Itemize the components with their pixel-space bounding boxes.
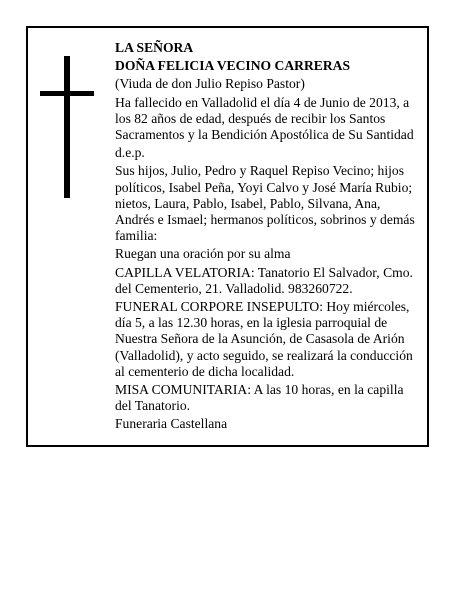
prayer-request: Ruegan una oración por su alma — [115, 246, 291, 262]
notice-heading: LA SEÑORA — [115, 40, 194, 55]
death-statement: Ha fallecido en Valladolid el día 4 de Junio de 2013, a los 82 años de edad, después de recibir los Santos Sacramentos y la Bendición Apostólica de Su Santidad — [115, 94, 414, 143]
chapel-info: CAPILLA VELATORIA: Tanatorio El Salvador, Cmo. del Cementerio, 21. Valladolid. 983260722. — [115, 264, 413, 296]
notice-text — [115, 40, 421, 433]
mass-info: MISA COMUNITARIA: A las 10 horas, en la capilla del Tanatorio. — [115, 382, 404, 414]
funeral-info: FUNERAL CORPORE INSEPULTO: Hoy miércoles, día 5, a las 12.30 horas, en la iglesia parroquial de Nuestra Señora de la Asunción, de Casasola de Arión (Valladolid), y acto seguido, se realizará la conducción al cementerio de dicha localidad. — [115, 299, 413, 379]
rip-line: d.e.p. — [115, 145, 145, 161]
funeral-home: Funeraria Castellana — [115, 416, 228, 432]
deceased-name: DOÑA FELICIA VECINO CARRERAS — [115, 58, 351, 74]
cross-icon — [40, 56, 94, 198]
family-paragraph: Sus hijos, Julio, Pedro y Raquel Repiso Vecino; hijos políticos, Isabel Peña, Yoyi Calvo y José María Rubio; nietos, Laura, Pablo, Isabel, Pablo, Silvana, Ana, Andrés e Ismael; hermanos políticos, sobrinos y demás familia: — [115, 163, 415, 244]
widow-of-line: (Viuda de don Julio Repiso Pastor) — [115, 76, 305, 92]
obituary-notice — [26, 26, 429, 447]
